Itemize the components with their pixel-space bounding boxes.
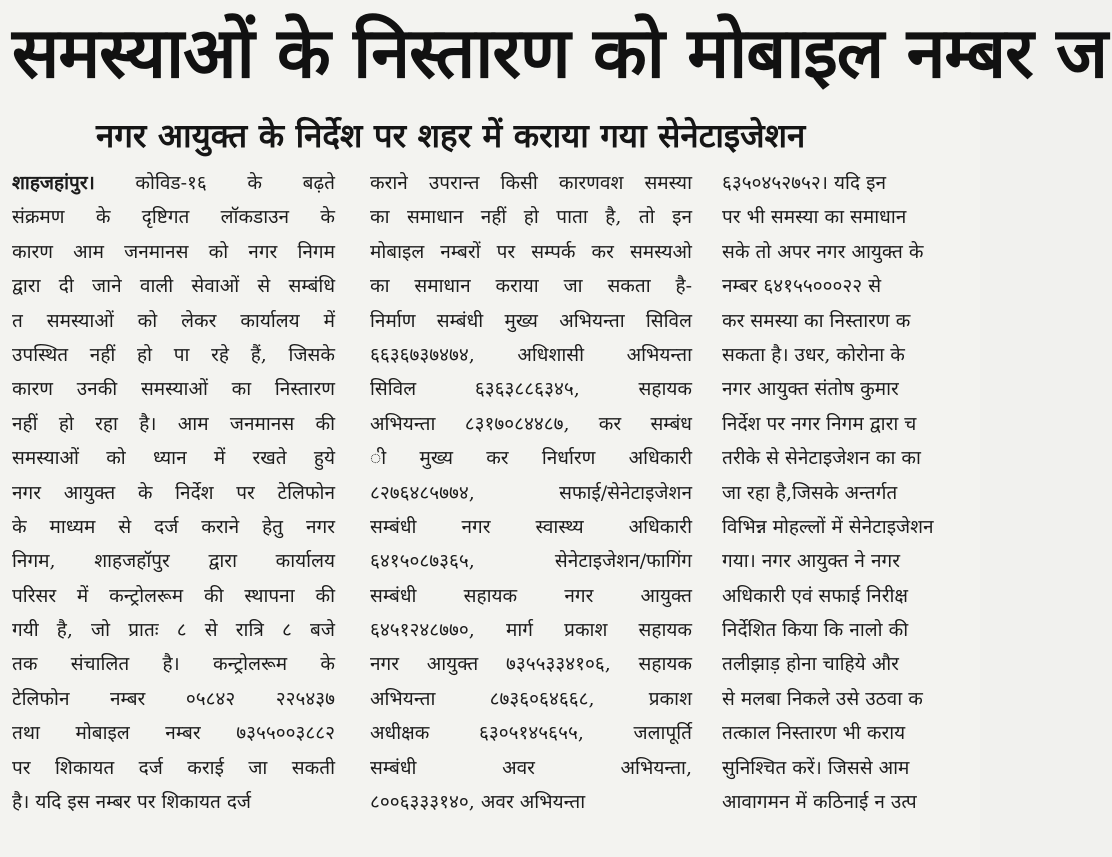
article-line: ८२७६४८५७७४, सफाई/सेनेटाइजेशन bbox=[370, 481, 692, 504]
article-line: नगर आयुक्त के निर्देश पर टेलिफोन bbox=[12, 481, 335, 504]
article-line: अधीक्षक ६३०५१४५६५५, जलापूर्ति bbox=[370, 722, 692, 745]
article-line: से मलबा निकले उसे उठवा क bbox=[722, 687, 923, 710]
article-line: मोबाइल नम्बरों पर सम्पर्क कर समस्यओ bbox=[370, 240, 692, 263]
article-line: अधिकारी एवं सफाई निरीक्ष bbox=[722, 584, 909, 607]
article-line: संक्रमण के दृष्टिगत लॉकडाउन के bbox=[12, 206, 335, 229]
article-line: तरीके से सेनेटाइजेशन का का bbox=[722, 447, 921, 470]
article-line: सम्बंधी अवर अभियन्ता, bbox=[370, 756, 692, 779]
article-line: तक संचालित है। कन्ट्रोलरूम के bbox=[12, 653, 335, 676]
article-line: निर्देशित किया कि नालो की bbox=[722, 619, 909, 642]
article-line-text: कोविड-१६ के बढ़ते bbox=[94, 172, 335, 194]
article-line bbox=[12, 166, 335, 200]
article-line: नम्बर ६४१५५०००२२ से bbox=[722, 275, 882, 298]
article-line: सिविल ६३६३८८६३४५, सहायक bbox=[370, 378, 692, 401]
subheadline: नगर आयुक्त के निर्देश पर शहर में कराया गया सेनेटाइजेशन bbox=[96, 116, 806, 155]
article-line: निर्माण सम्बंधी मुख्य अभियन्ता सिविल bbox=[370, 309, 692, 332]
headline: समस्याओं के निस्तारण को मोबाइल नम्बर ज bbox=[12, 12, 1108, 94]
article-line: विभिन्न मोहल्लों में सेनेटाइजेशन bbox=[722, 515, 934, 538]
article-line: तथा मोबाइल नम्बर ७३५५००३८८२ bbox=[12, 722, 335, 745]
article-line: गया। नगर आयुक्त ने नगर bbox=[722, 550, 901, 573]
article-line: द्वारा दी जाने वाली सेवाओं से सम्बंधि bbox=[12, 275, 335, 298]
article-line: का समाधान नहीं हो पाता है, तो इन bbox=[370, 206, 692, 229]
article-line: तलीझाड़ होना चाहिये और bbox=[722, 653, 899, 676]
article-line: के माध्यम से दर्ज कराने हेतु नगर bbox=[12, 515, 335, 538]
article-line: सम्बंधी सहायक नगर आयुक्त bbox=[370, 584, 692, 607]
article-line: गयी है, जो प्रातः ८ से रात्रि ८ बजे bbox=[12, 619, 335, 642]
article-line: परिसर में कन्ट्रोलरूम की स्थापना की bbox=[12, 584, 335, 607]
article-column-3 bbox=[722, 166, 1022, 819]
article-line: कारण उनकी समस्याओं का निस्तारण bbox=[12, 378, 335, 401]
article-line: अभियन्ता ८७३६०६४६६८, प्रकाश bbox=[370, 687, 692, 710]
article-line: जा रहा है,जिसके अन्तर्गत bbox=[722, 481, 898, 504]
article-line: कर समस्या का निस्तारण क bbox=[722, 309, 911, 332]
article-line: सकता है। उधर, कोरोना के bbox=[722, 343, 905, 366]
article-line: निर्देश पर नगर निगम द्वारा च bbox=[722, 412, 917, 435]
article-line: त समस्याओं को लेकर कार्यालय में bbox=[12, 309, 335, 332]
article-line: सुनिश्चित करें। जिससे आम bbox=[722, 756, 910, 779]
article-line: तत्काल निस्तारण भी कराय bbox=[722, 722, 906, 745]
article-line: पर भी समस्या का समाधान bbox=[722, 206, 907, 229]
article-line: सम्बंधी नगर स्वास्थ्य अधिकारी bbox=[370, 515, 692, 538]
article-line: नगर आयुक्त ७३५५३३४१०६, सहायक bbox=[370, 653, 692, 676]
article-line: उपस्थित नहीं हो पा रहे हैं, जिसके bbox=[12, 343, 335, 366]
article-line: ी मुख्य कर निर्धारण अधिकारी bbox=[370, 447, 692, 470]
article-line: ६३५०४५२७५२। यदि इन bbox=[722, 172, 886, 194]
article-line: समस्याओं को ध्यान में रखते हुये bbox=[12, 447, 335, 470]
article-line: निगम, शाहजहॉपुर द्वारा कार्यालय bbox=[12, 550, 335, 573]
article-line: सके तो अपर नगर आयुक्त के bbox=[722, 240, 924, 263]
article-line: नहीं हो रहा है। आम जनमानस की bbox=[12, 412, 335, 435]
article-line: ६४१५०८७३६५, सेनेटाइजेशन/फागिंग bbox=[370, 550, 692, 573]
page-edge bbox=[0, 839, 980, 857]
dateline: शाहजहांपुर। bbox=[12, 172, 95, 194]
article-line: है। यदि इस नम्बर पर शिकायत दर्ज bbox=[12, 791, 252, 814]
article-line: ६४५१२४८७७०, मार्ग प्रकाश सहायक bbox=[370, 619, 692, 642]
article-line: का समाधान कराया जा सकता है- bbox=[370, 275, 692, 298]
article-line: कारण आम जनमानस को नगर निगम bbox=[12, 240, 335, 263]
article-line: अभियन्ता ८३१७०८४४८७, कर सम्बंध bbox=[370, 412, 692, 435]
article-line: आवागमन में कठिनाई न उत्प bbox=[722, 791, 917, 814]
article-line: कराने उपरान्त किसी कारणवश समस्या bbox=[370, 172, 692, 194]
article-column-1 bbox=[12, 166, 335, 819]
article-line: ८००६३३३१४०, अवर अभियन्ता bbox=[370, 791, 586, 814]
article-column-2 bbox=[370, 166, 692, 819]
article-line: ६६३६७३७४७४, अधिशासी अभियन्ता bbox=[370, 343, 692, 366]
article-line: पर शिकायत दर्ज कराई जा सकती bbox=[12, 756, 335, 779]
article-line: टेलिफोन नम्बर ०५८४२ २२५४३७ bbox=[12, 687, 335, 710]
article-line: नगर आयुक्त संतोष कुमार bbox=[722, 378, 899, 401]
